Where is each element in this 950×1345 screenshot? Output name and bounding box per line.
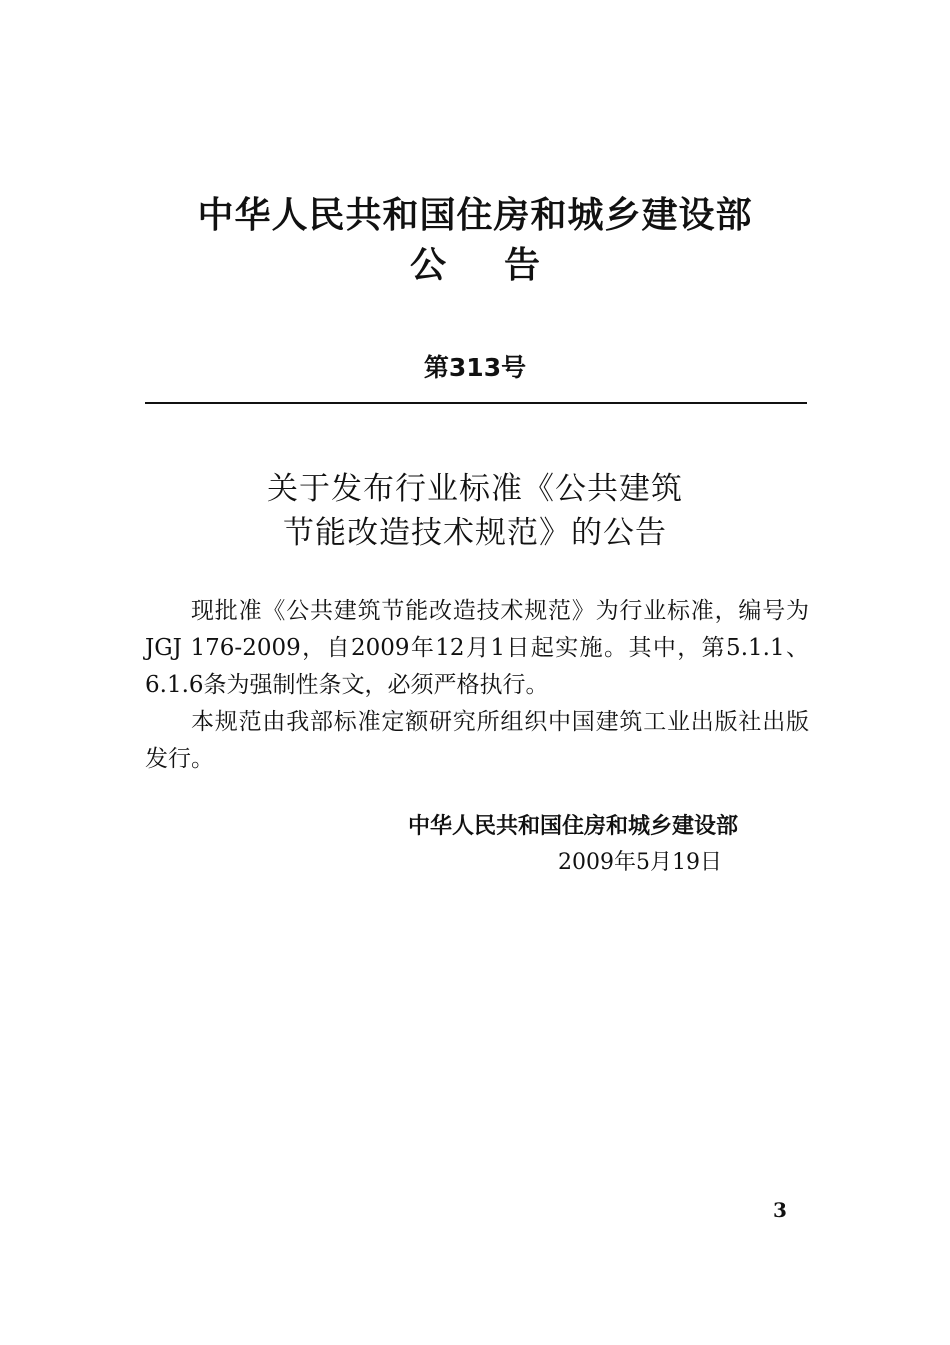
notice-subject — [0, 467, 950, 555]
subject-line-1: 关于发布行业标准《公共建筑 — [267, 471, 683, 507]
signature-authority: 中华人民共和国住房和城乡建设部 — [408, 814, 739, 839]
signature-date: 2009年5月19日 — [558, 850, 722, 875]
subject-line-2: 节能改造技术规范》的公告 — [283, 515, 667, 551]
notice-body — [145, 593, 809, 778]
issuing-authority-title: 中华人民共和国住房和城乡建设部 — [197, 195, 753, 236]
page-number: 3 — [773, 1198, 787, 1222]
header-divider — [145, 402, 807, 404]
notice-heading-char-1: 公 — [409, 245, 446, 286]
body-paragraph-2: 本规范由我部标准定额研究所组织中国建筑工业出版社出版发行。 — [145, 709, 809, 772]
notice-number: 第313号 — [423, 353, 527, 382]
notice-heading — [0, 242, 950, 290]
body-paragraph-1: 现批准《公共建筑节能改造技术规范》为行业标准，编号为JGJ 176-2009，自2009年12月1日起实施。其中，第5.1.1、6.1.6条为强制性条文，必须严格执行。 — [145, 598, 809, 698]
notice-heading-char-2: 告 — [504, 245, 541, 286]
